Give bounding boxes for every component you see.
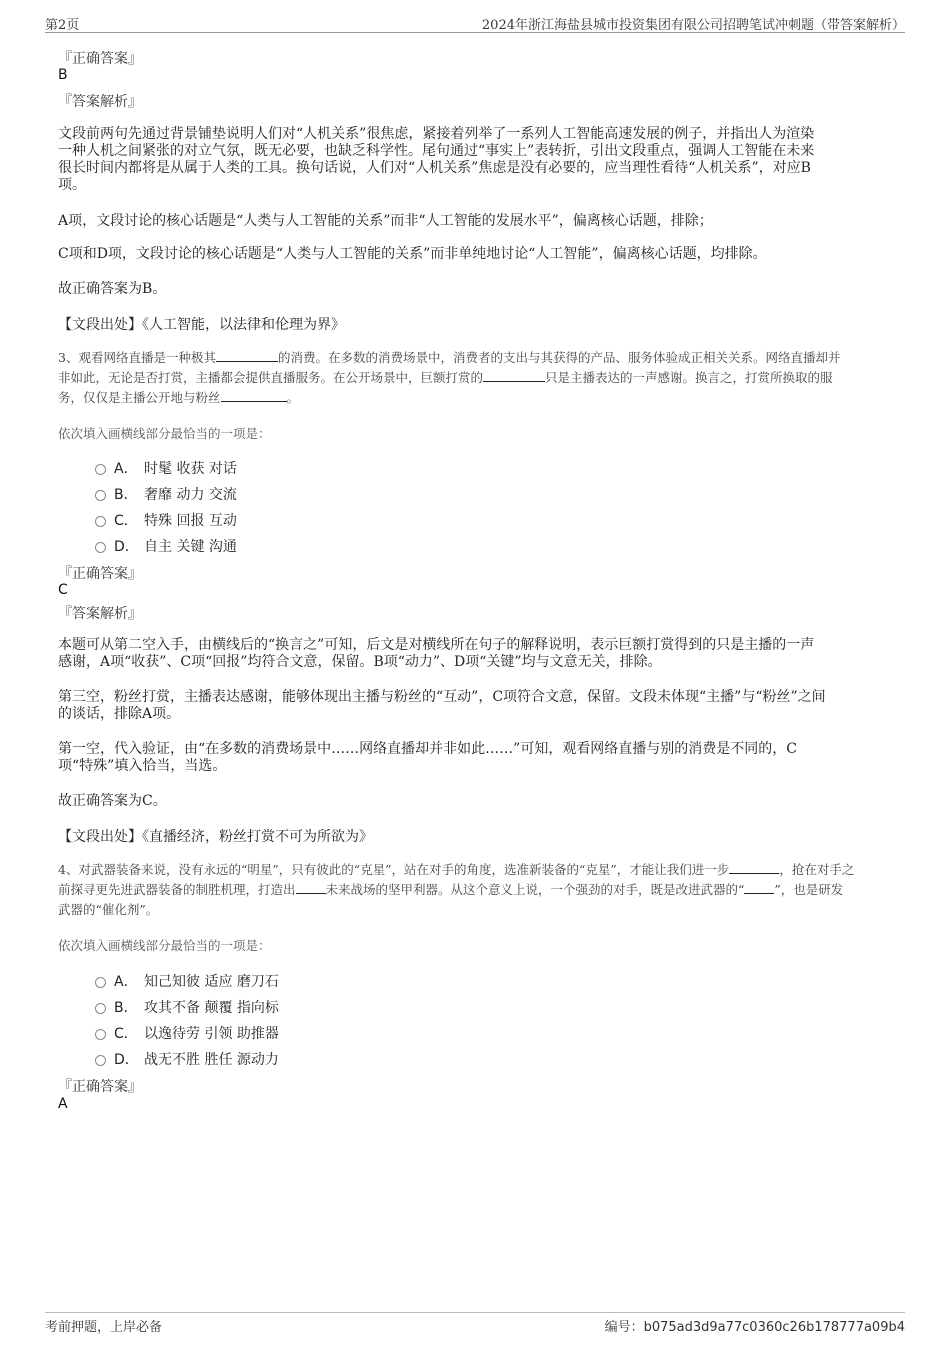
stem-text: 非如此，无论是否打赏，主播都会提供直播服务。在公开场景中，巨额打赏的 — [58, 370, 484, 385]
option-c[interactable] — [95, 510, 237, 530]
question-instruction: 依次填入画横线部分最恰当的一项是： — [58, 938, 271, 953]
answer-label: 『正确答案』 — [58, 51, 142, 67]
option-letter: D． — [114, 1052, 139, 1068]
option-text: 以逸待劳 引领 助推器 — [144, 1026, 279, 1042]
option-text: 战无不胜 胜任 源动力 — [144, 1052, 279, 1068]
radio-icon[interactable] — [95, 977, 106, 988]
radio-icon[interactable] — [95, 516, 106, 527]
conclusion-text: 故正确答案为B。 — [58, 281, 167, 297]
stem-text: 只是主播表达的一声感谢。换言之，打赏所换取的服 — [545, 370, 833, 385]
page-header — [45, 12, 905, 33]
text-line: 项。 — [58, 177, 86, 193]
source-citation: 【文段出处】《直播经济，粉丝打赏不可为所欲为》 — [58, 829, 373, 845]
source-citation: 【文段出处】《人工智能，以法律和伦理为界》 — [58, 317, 345, 333]
text-line: 一种人机之间紧张的对立气氛，既无必要，也缺乏科学性。尾句通过“事实上”表转折，引出文段重点，强调人工智能在未来 — [58, 143, 815, 159]
option-text: 特殊 回报 互动 — [144, 513, 237, 529]
option-c[interactable] — [95, 1023, 279, 1043]
fill-blank — [296, 881, 326, 894]
option-a[interactable] — [95, 458, 237, 478]
question-instruction: 依次填入画横线部分最恰当的一项是： — [58, 426, 271, 441]
option-letter: A． — [114, 461, 138, 477]
radio-icon[interactable] — [95, 490, 106, 501]
option-letter: D． — [114, 539, 139, 555]
stem-text: 。 — [286, 390, 300, 405]
page-footer — [45, 1312, 905, 1343]
code-value: b075ad3d9a77c0360c26b178777a09b4 — [643, 1320, 905, 1335]
answer-value: B — [58, 67, 68, 83]
stem-text: 3、观看网络直播是一种极其 — [58, 350, 216, 365]
fill-blank — [221, 389, 287, 402]
stem-text: ”，也是研发 — [774, 882, 844, 897]
analysis-paragraph — [58, 741, 797, 775]
answer-value: A — [58, 1096, 68, 1112]
document-code — [605, 1316, 905, 1335]
analysis-paragraph: A项，文段讨论的核心话题是“人类与人工智能的关系”而非“人工智能的发展水平”，偏离核心话题，排除； — [58, 213, 713, 229]
document-title: 2024年浙江海盐县城市投资集团有限公司招聘笔试冲刺题（带答案解析） — [481, 18, 905, 33]
question-3-stem — [58, 348, 898, 408]
fill-blank — [483, 369, 545, 382]
analysis-paragraph — [58, 637, 814, 671]
option-letter: C． — [114, 513, 138, 529]
option-letter: C． — [114, 1026, 138, 1042]
radio-icon[interactable] — [95, 464, 106, 475]
text-line: 很长时间内都将是从属于人类的工具。换句话说，人们对“人机关系”焦虑是没有必要的，应当理性看待“人机关系”，对应B — [58, 160, 811, 176]
option-letter: A． — [114, 974, 138, 990]
option-d[interactable] — [95, 536, 237, 556]
option-d[interactable] — [95, 1049, 279, 1069]
stem-text: 4、对武器装备来说，没有永远的“明星”，只有彼此的“克星”，站在对手的角度，选准新装备的“克星”，才能让我们进一步 — [58, 862, 730, 877]
radio-icon[interactable] — [95, 1055, 106, 1066]
option-b[interactable] — [95, 484, 237, 504]
analysis-paragraph: C项和D项，文段讨论的核心话题是“人类与人工智能的关系”而非单纯地讨论“人工智能”，偏离核心话题，均排除。 — [58, 246, 767, 262]
fill-blank — [744, 881, 774, 894]
analysis-label: 『答案解析』 — [58, 606, 142, 622]
question-4-stem — [58, 860, 898, 920]
text-line: 本题可从第二空入手，由横线后的“换言之”可知，后文是对横线所在句子的解释说明，表示巨额打赏得到的只是主播的一声 — [58, 637, 815, 653]
text-line: 第三空，粉丝打赏，主播表达感谢，能够体现出主播与粉丝的“互动”，C项符合文意，保留。文段未体现“主播”与“粉丝”之间 — [58, 689, 826, 705]
answer-label: 『正确答案』 — [58, 1079, 142, 1095]
option-b[interactable] — [95, 997, 279, 1017]
analysis-label: 『答案解析』 — [58, 94, 142, 110]
analysis-paragraph — [58, 126, 814, 194]
radio-icon[interactable] — [95, 1029, 106, 1040]
radio-icon[interactable] — [95, 1003, 106, 1014]
stem-text: 未来战场的坚甲利器。从这个意义上说，一个强劲的对手，既是改进武器的“ — [325, 882, 745, 897]
option-text: 知己知彼 适应 磨刀石 — [144, 974, 279, 990]
code-label: 编号： — [604, 1320, 644, 1335]
stem-text: 务，仅仅是主播公开地与粉丝 — [58, 390, 221, 405]
text-line: 项“特殊”填入恰当，当选。 — [58, 758, 227, 774]
fill-blank — [729, 861, 779, 874]
text-line: 感谢，A项“收获”、C项“回报”均符合文意，保留。B项“动力”、D项“关键”均与文意无关，排除。 — [58, 654, 662, 670]
stem-text: 前探寻更先进武器装备的制胜机理，打造出 — [58, 882, 296, 897]
text-line: 文段前两句先通过背景铺垫说明人们对“人机关系”很焦虑，紧接着列举了一系列人工智能高速发展的例子，并指出人为渲染 — [58, 126, 815, 142]
stem-text: ，抢在对手之 — [779, 862, 855, 877]
option-text: 奢靡 动力 交流 — [144, 487, 237, 503]
option-text: 攻其不备 颠覆 指向标 — [144, 1000, 279, 1016]
analysis-paragraph — [58, 689, 826, 723]
answer-label: 『正确答案』 — [58, 566, 142, 582]
text-line: 第一空，代入验证，由“在多数的消费场景中……网络直播却并非如此……”可知，观看网络直播与别的消费是不同的，C — [58, 741, 798, 757]
footer-slogan: 考前押题，上岸必备 — [45, 1320, 163, 1335]
option-letter: B． — [114, 487, 138, 503]
conclusion-text: 故正确答案为C。 — [58, 793, 167, 809]
stem-text: 的消费。在多数的消费场景中，消费者的支出与其获得的产品、服务体验成正相关关系。网络直播却并 — [277, 350, 841, 365]
option-a[interactable] — [95, 971, 279, 991]
option-letter: B． — [114, 1000, 138, 1016]
radio-icon[interactable] — [95, 542, 106, 553]
answer-value: C — [58, 582, 68, 598]
fill-blank — [216, 349, 278, 362]
stem-text: 武器的“催化剂”。 — [58, 902, 159, 917]
option-text: 自主 关键 沟通 — [144, 539, 237, 555]
page-number: 第2页 — [45, 18, 80, 33]
option-text: 时髦 收获 对话 — [144, 461, 237, 477]
text-line: 的谈话，排除A项。 — [58, 706, 181, 722]
